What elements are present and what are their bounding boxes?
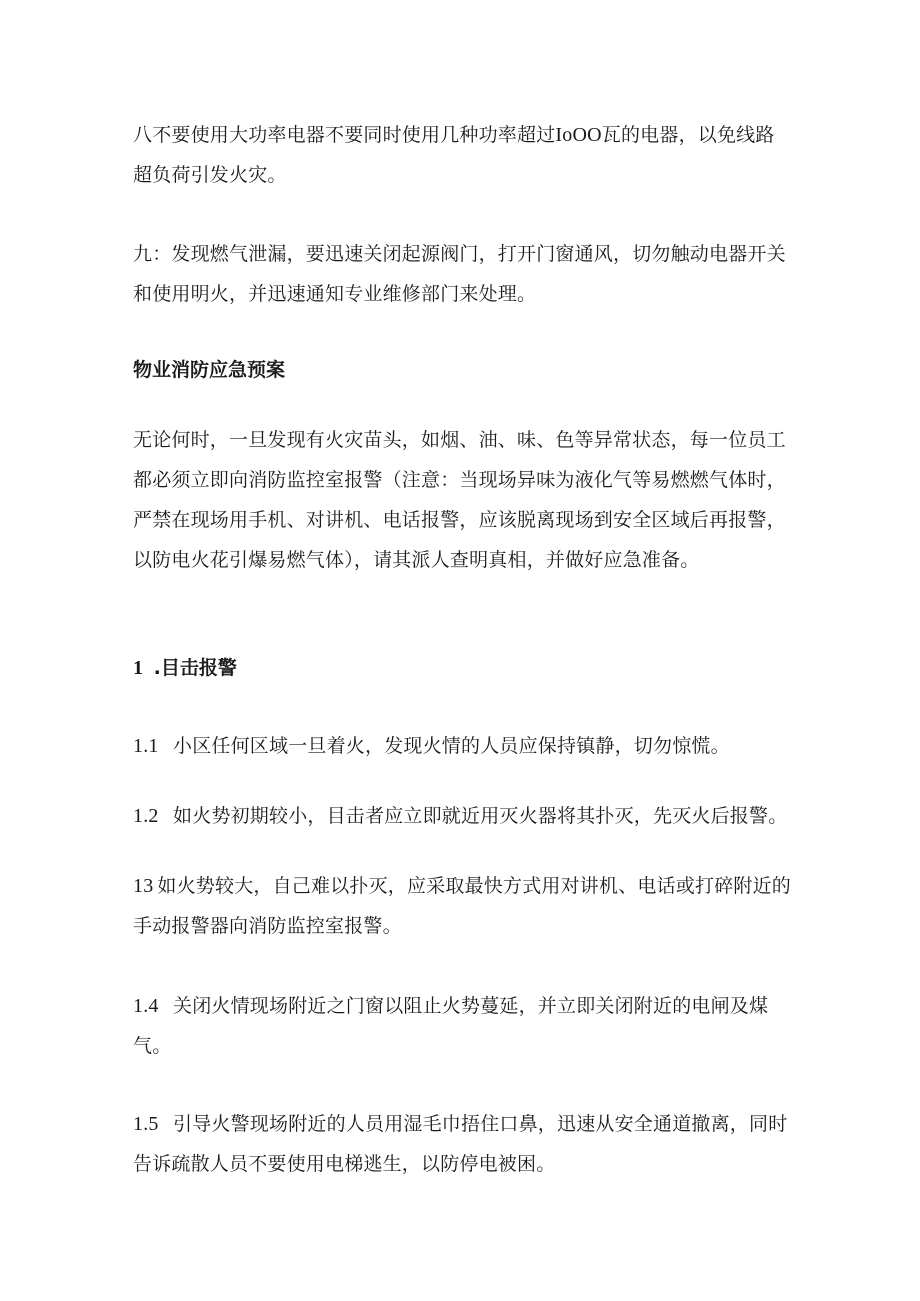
paragraph-item-8 <box>133 115 793 195</box>
subsection-label: .目击报警 <box>153 657 237 679</box>
subsection-title <box>133 648 793 688</box>
list-item-1-5 <box>133 1104 793 1184</box>
item-number: 1.5 <box>133 1113 159 1135</box>
item-text: 引导火警现场附近的人员用湿毛巾捂住口鼻，迅速从安全通道撤离，同时告诉疏散人员不要使用电梯逃生，以防停电被困。 <box>133 1113 788 1175</box>
item-number: 1.1 <box>133 735 159 757</box>
paragraph-item-8-text-b: 瓦的电器，以免线路超负荷引发火灾。 <box>133 124 775 186</box>
paragraph-item-9: 九：发现燃气泄漏，要迅速关闭起源阀门，打开门窗通风，切勿触动电器开关和使用明火，并迅速通知专业维修部门来处理。 <box>133 243 786 305</box>
subsection-number: 1 <box>133 657 143 679</box>
item-text: 如火势初期较小，目击者应立即就近用灭火器将其扑灭，先灭火后报警。 <box>173 805 788 827</box>
paragraph-item-8-text-a: 八不要使用大功率电器不要同时使用几种功率超过 <box>133 124 556 146</box>
intro-paragraph: 无论何时，一旦发现有火灾苗头，如烟、油、味、色等异常状态，每一位员工都必须立即向消防监控室报警（注意：当现场异味为液化气等易燃燃气体时，严禁在现场用手机、对讲机、电话报警，应该脱离现场到安全区域后再报警，以防电火花引爆易燃气体），请其派人查明真相，并做好应急准备。 <box>133 429 786 571</box>
item-text: 关闭火情现场附近之门窗以阻止火势蔓延，并立即关闭附近的电闸及煤气。 <box>133 995 769 1057</box>
item-text: 如火势较大，自己难以扑灭，应采取最快方式用对讲机、电话或打碎附近的手动报警器向消防监控室报警。 <box>133 875 792 937</box>
item-text: 小区任何区域一旦着火，发现火情的人员应保持镇静，切勿惊慌。 <box>173 735 730 757</box>
list-item-1-3 <box>133 866 793 946</box>
list-item-1-4 <box>133 986 793 1066</box>
item-number: 13 <box>133 875 154 897</box>
list-item-1-1 <box>133 726 793 766</box>
section-title: 物业消防应急预案 <box>133 359 286 381</box>
list-item-1-2 <box>133 796 793 836</box>
item-number: 1.2 <box>133 805 159 827</box>
power-value: IoOO <box>555 124 602 146</box>
item-number: 1.4 <box>133 995 159 1017</box>
